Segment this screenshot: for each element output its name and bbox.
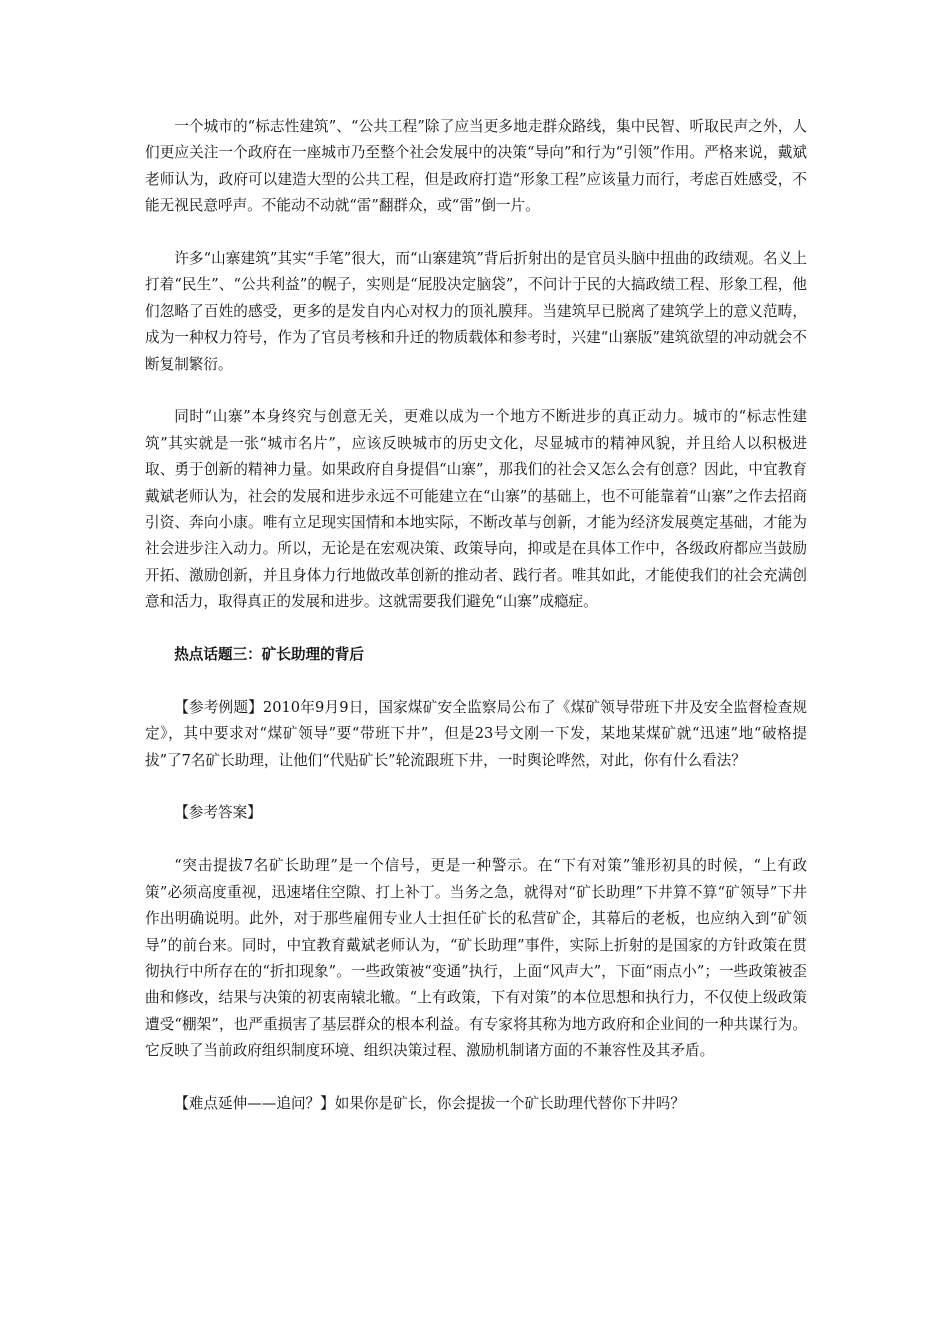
paragraph-reference-question: 【参考例题】2010年9月9日，国家煤矿安全监察局公布了《煤矿领导带班下井及安全监督检查规定》，其中要求对“煤矿领导”要“带班下井”，但是23号文刚一下发，某地某煤矿就“迅速”地“破格提拔”了7名矿长助理，让他们“代贴矿长”轮流跟班下井，一时舆论哗然，对此，你有什么看法？: [145, 698, 807, 769]
paragraph-landmark-buildings: 一个城市的“标志性建筑”、“公共工程”除了应当更多地走群众路线，集中民智、听取民声之外，人们更应关注一个政府在一座城市乃至整个社会发展中的决策“导向”和行为“引领”作用。严格来说，戴斌老师认为，政府可以建造大型的公共工程，但是政府打造“形象工程”应该量力而行，考虑百姓感受，不能无视民意呼声。不能动不动就“雷”翻群众，或“雷”倒一片。: [145, 118, 807, 215]
paragraph-shanzhai-buildings: 许多“山寨建筑”其实“手笔”很大，而“山寨建筑”背后折射出的是官员头脑中扭曲的政绩观。名义上打着“民生”、“公共利益”的幌子，实则是“屁股决定脑袋”，不问计于民的大搞政绩工程、形象工程，他们忽略了百姓的感受，更多的是发自内心对权力的顶礼膜拜。当建筑早已脱离了建筑学上的意义范畴，成为一种权力符号，作为了官员考核和升迁的物质载体和参考时，兴建“山寨版”建筑欲望的冲动就会不断复制繁衍。: [145, 250, 807, 373]
paragraph-follow-up-question: 【难点延伸——追问？】如果你是矿长，你会提拔一个矿长助理代替你下井吗？: [174, 1094, 685, 1112]
section-heading-topic-three: 热点话题三：矿长助理的背后: [174, 646, 364, 664]
paragraph-reference-answer: “突击提拔7名矿长助理”是一个信号，更是一种警示。在“下有对策”雏形初具的时候，“上有政策”必须高度重视，迅速堵住空隙、打上补丁。当务之急，就得对“矿长助理”下井算不算“矿领导”下井作出明确说明。此外，对于那些雇佣专业人士担任矿长的私营矿企，其幕后的老板，也应纳入到“矿领导”的前台来。同时，中宜教育戴斌老师认为，“矿长助理”事件，实际上折射的是国家的方针政策在贯彻执行中所存在的“折扣现象”。一些政策被“变通”执行，上面“风声大”，下面“雨点小”；一些政策被歪曲和修改，结果与决策的初衷南辕北辙。“上有政策，下有对策”的本位思想和执行力，不仅使上级政策遭受“棚架”，也严重损害了基层群众的根本利益。有专家将其称为地方政府和企业间的一种共谋行为。它反映了当前政府组织制度环境、组织决策过程、激励机制诸方面的不兼容性及其矛盾。: [145, 857, 807, 1060]
paragraph-shanzhai-creativity: 同时“山寨”本身终究与创意无关，更难以成为一个地方不断进步的真正动力。城市的“标志性建筑”其实就是一张“城市名片”，应该反映城市的历史文化，尽显城市的精神风貌，并且给人以积极进取、勇于创新的精神力量。如果政府自身提倡“山寨”，那我们的社会又怎么会有创意？因此，中宜教育戴斌老师认为，社会的发展和进步永远不可能建立在“山寨”的基础上，也不可能靠着“山寨”之作去招商引资、奔向小康。唯有立足现实国情和本地实际，不断改革与创新，才能为经济发展奠定基础，才能为社会进步注入动力。所以，无论是在宏观决策、政策导向，抑或是在具体工作中，各级政府都应当鼓励开拓、激励创新，并且身体力行地做改革创新的推动者、践行者。唯其如此，才能使我们的社会充满创意和活力，取得真正的发展和进步。这就需要我们避免“山寨”成瘾症。: [145, 408, 807, 611]
document-page: [145, 114, 807, 1144]
paragraph-reference-answer-label: 【参考答案】: [174, 804, 262, 822]
